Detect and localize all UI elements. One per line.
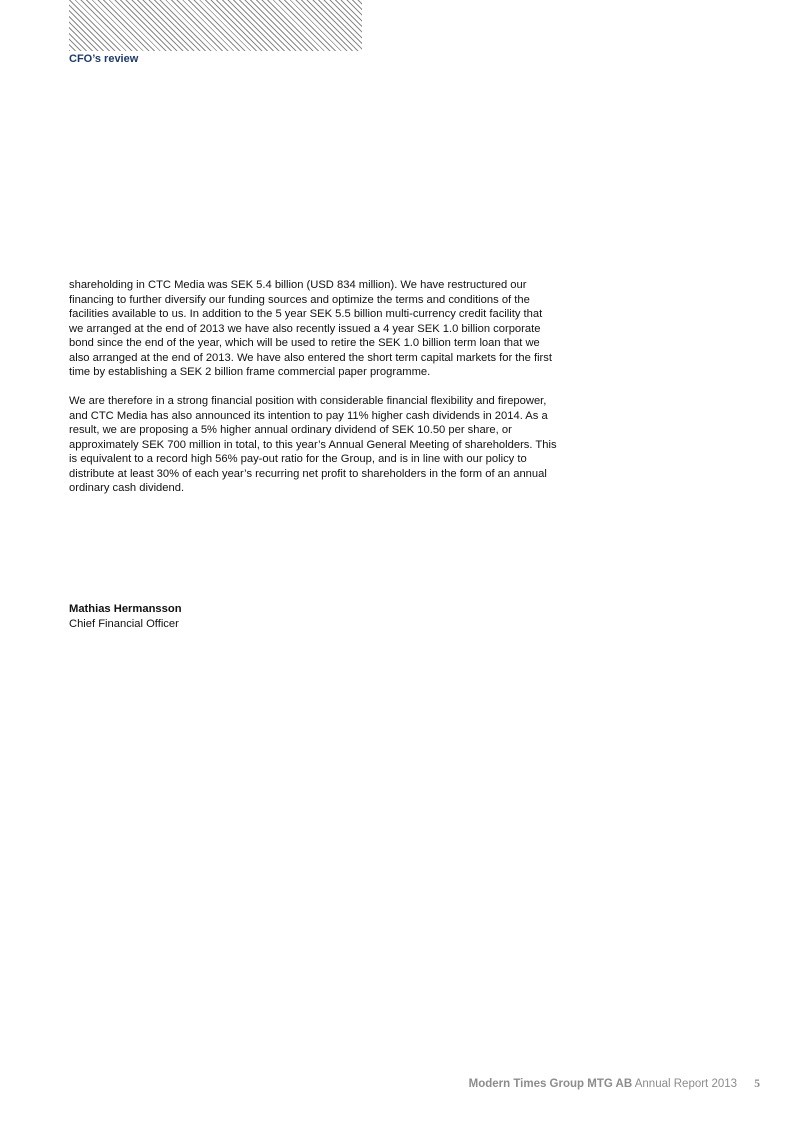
paragraph-financing: shareholding in CTC Media was SEK 5.4 billion (USD 834 million). We have restructured our financing to further diversify our funding sources and optimize the terms and conditions of the facilities available to us. In addition to the 5 year SEK 5.5 billion multi-currency credit facility that we arranged at the end of 2013 we have also recently issued a 4 year SEK 1.0 billion corporate bond since the end of the year, which will be used to retire the SEK 1.0 billion term loan that we also arranged at the end of 2013. We have also entered the short term capital markets for the first time by establishing a SEK 2 billion frame commercial paper programme. <box>69 279 552 378</box>
footer-report: Annual Report 2013 <box>634 1078 738 1090</box>
signature-title: Chief Financial Officer <box>69 618 179 630</box>
signature-name: Mathias Hermansson <box>69 603 182 615</box>
header-hatch-pattern <box>69 0 362 51</box>
paragraph-dividend: We are therefore in a strong financial position with considerable financial flexibility and firepower, and CTC Media has also announced its intention to pay 11% higher cash dividends in 2014. As a result, we are proposing a 5% higher annual ordinary dividend of SEK 10.50 per share, or approximately SEK 700 million in total, to this year’s Annual General Meeting of shareholders. This is equivalent to a record high 56% pay-out ratio for the Group, and is in line with our policy to distribute at least 30% of each year’s recurring net profit to shareholders in the form of an annual ordinary cash dividend. <box>69 395 557 494</box>
section-title: CFO’s review <box>69 53 139 65</box>
page-footer <box>469 1078 760 1090</box>
body-text <box>69 278 559 510</box>
footer-company: Modern Times Group MTG AB <box>468 1078 633 1090</box>
page-number: 5 <box>754 1078 760 1090</box>
